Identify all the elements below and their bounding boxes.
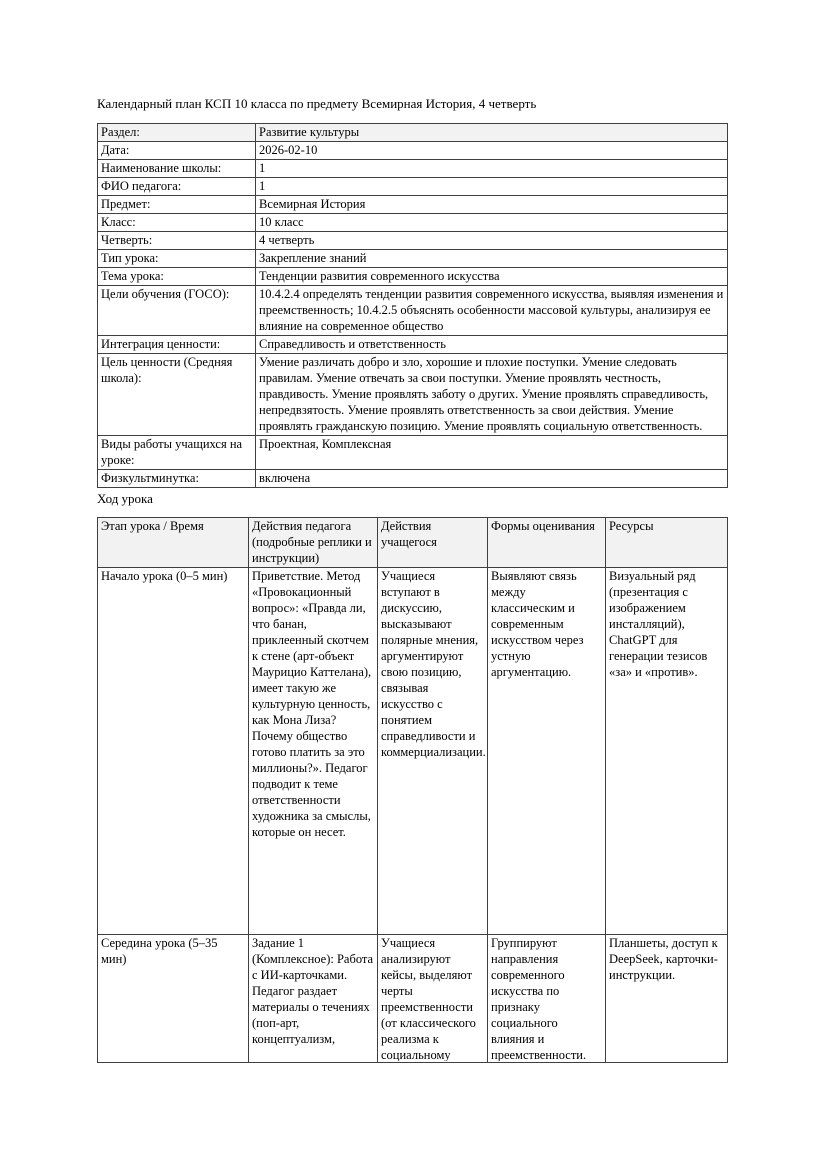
info-label: Наименование школы: [98, 160, 256, 178]
info-label: Тип урока: [98, 250, 256, 268]
lesson-flow-header-row [98, 518, 728, 568]
info-value: 10 класс [256, 214, 728, 232]
teacher-actions-cell: Задание 1 (Комплексное): Работа с ИИ-карточками. Педагог раздает материалы о течениях (поп-арт, концептуализм, [249, 935, 378, 1063]
info-label: Цели обучения (ГОСО): [98, 286, 256, 336]
info-value: 2026-02-10 [256, 142, 728, 160]
info-row-razdel [98, 124, 728, 142]
info-value: Умение различать добро и зло, хорошие и плохие поступки. Умение следовать правилам. Умение отвечать за свои поступки. Умение проявлять честность, правдивость. Умение проявлять заботу о других. Умение проявлять справедливость, непредвзятость. Умение проявлять ответственность за свои действия. Умение проявлять гражданскую позицию. Умение проявлять социальную ответственность. [256, 354, 728, 436]
info-label: Четверть: [98, 232, 256, 250]
col-header-assessment: Формы оценивания [488, 518, 606, 568]
info-row-lesson-type [98, 250, 728, 268]
document-title: Календарный план КСП 10 класса по предмету Всемирная История, 4 четверть [97, 96, 537, 111]
info-row-data [98, 142, 728, 160]
info-value: 1 [256, 160, 728, 178]
resources-cell: Визуальный ряд (презентация с изображением инсталляций), ChatGPT для генерации тезисов «за» и «против». [606, 568, 728, 935]
assessment-cell: Выявляют связь между классическим и современным искусством через устную аргументацию. [488, 568, 606, 935]
info-value: Всемирная История [256, 196, 728, 214]
assessment-cell: Группируют направления современного искусства по признаку социального влияния и преемственности. [488, 935, 606, 1063]
info-value: Закрепление знаний [256, 250, 728, 268]
document-page [97, 96, 727, 1063]
lesson-row-start [98, 568, 728, 935]
info-label: Предмет: [98, 196, 256, 214]
info-label: Класс: [98, 214, 256, 232]
info-value: 1 [256, 178, 728, 196]
info-label: ФИО педагога: [98, 178, 256, 196]
info-value: 4 четверть [256, 232, 728, 250]
lesson-flow-table [97, 517, 728, 1063]
col-header-student-actions: Действия учащегося [378, 518, 488, 568]
stage-cell: Начало урока (0–5 мин) [98, 568, 249, 935]
info-value: Развитие культуры [256, 124, 728, 142]
info-row-work-types [98, 436, 728, 470]
info-row-values-goal [98, 354, 728, 436]
info-row-teacher [98, 178, 728, 196]
info-label: Раздел: [98, 124, 256, 142]
col-header-teacher-actions: Действия педагога (подробные реплики и инструкции) [249, 518, 378, 568]
info-label: Цель ценности (Средняя школа): [98, 354, 256, 436]
info-value: Проектная, Комплексная [256, 436, 728, 470]
info-row-lesson-topic [98, 268, 728, 286]
info-label: Дата: [98, 142, 256, 160]
student-actions-cell: Учащиеся анализируют кейсы, выделяют черты преемственности (от классического реализма к социальному [378, 935, 488, 1063]
info-value: включена [256, 470, 728, 488]
info-label: Интеграция ценности: [98, 336, 256, 354]
lesson-row-middle [98, 935, 728, 1063]
teacher-actions-cell: Приветствие. Метод «Провокационный вопрос»: «Правда ли, что банан, приклеенный скотчем к стене (арт-объект Маурицио Каттелана), имеет такую же культурную ценность, как Мона Лиза? Почему общество готово платить за это миллионы?». Педагог подводит к теме ответственности художника за смыслы, которые он несет. [249, 568, 378, 935]
info-row-subject [98, 196, 728, 214]
lesson-info-table [97, 123, 728, 488]
info-row-class [98, 214, 728, 232]
info-value: Тенденции развития современного искусства [256, 268, 728, 286]
stage-cell: Середина урока (5–35 мин) [98, 935, 249, 1063]
col-header-stage: Этап урока / Время [98, 518, 249, 568]
student-actions-cell: Учащиеся вступают в дискуссию, высказывают полярные мнения, аргументируют свою позицию, связывая искусство с понятием справедливости и коммерциализации. [378, 568, 488, 935]
info-row-values-integration [98, 336, 728, 354]
info-row-goso-goals [98, 286, 728, 336]
info-row-quarter [98, 232, 728, 250]
info-row-school [98, 160, 728, 178]
info-value: Справедливость и ответственность [256, 336, 728, 354]
info-value: 10.4.2.4 определять тенденции развития современного искусства, выявляя изменения и преемственность; 10.4.2.5 объяснять особенности массовой культуры, анализируя ее влияние на современное общество [256, 286, 728, 336]
info-label: Физкультминутка: [98, 470, 256, 488]
lesson-flow-heading: Ход урока [97, 491, 153, 506]
info-label: Виды работы учащихся на уроке: [98, 436, 256, 470]
col-header-resources: Ресурсы [606, 518, 728, 568]
info-row-phys-minute [98, 470, 728, 488]
resources-cell: Планшеты, доступ к DeepSeek, карточки-инструкции. [606, 935, 728, 1063]
info-label: Тема урока: [98, 268, 256, 286]
